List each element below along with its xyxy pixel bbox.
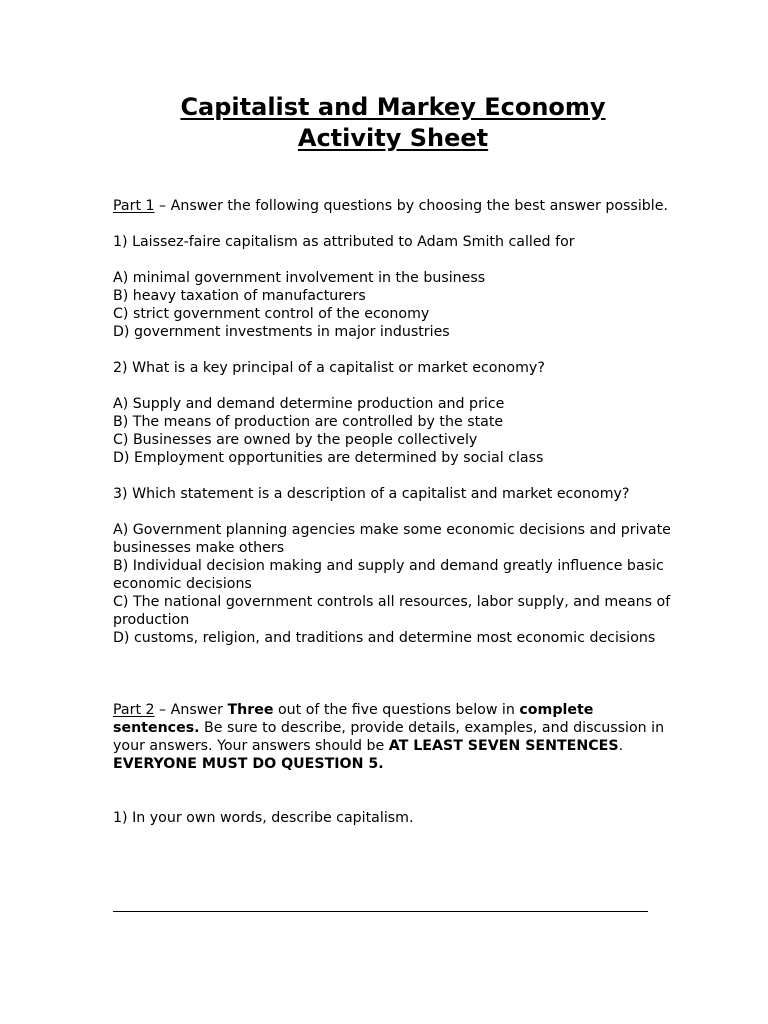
answer-line[interactable] xyxy=(113,911,648,912)
part2-bold-1: Three xyxy=(227,702,274,718)
answer-option-d: D) Employment opportunities are determined by social class xyxy=(113,450,544,466)
question-text: 3) Which statement is a description of a capitalist and market economy? xyxy=(113,486,630,502)
answer-option-d: D) government investments in major industries xyxy=(113,324,450,340)
part2-text-4: . xyxy=(618,738,624,754)
part2-heading: Part 2 xyxy=(113,702,155,718)
part1-question-3 xyxy=(113,485,673,647)
title-line-2: Activity Sheet xyxy=(297,124,489,152)
answer-option-c: C) Businesses are owned by the people collectively xyxy=(113,432,478,448)
part2-text-2: out of the five questions below in xyxy=(273,702,520,718)
answer-option-c: C) The national government controls all resources, labor supply, and means of production xyxy=(113,594,671,628)
part2-instructions xyxy=(113,701,673,773)
part1-question-2 xyxy=(113,359,673,467)
answer-option-a: A) Government planning agencies make some economic decisions and private businesses make others xyxy=(113,522,671,556)
answer-option-c: C) strict government control of the economy xyxy=(113,306,430,322)
part2-bold-2: complete sentences. xyxy=(113,702,594,736)
part2-bold-4: EVERYONE MUST DO QUESTION 5. xyxy=(113,756,384,772)
part2-bold-3: AT LEAST SEVEN SENTENCES xyxy=(388,738,619,754)
answer-option-b: B) Individual decision making and supply and demand greatly influence basic economic decisions xyxy=(113,558,664,592)
answer-option-a: A) minimal government involvement in the business xyxy=(113,270,486,286)
answer-option-b: B) The means of production are controlled by the state xyxy=(113,414,504,430)
part1-heading: Part 1 xyxy=(113,198,155,214)
part2-question-1: 1) In your own words, describe capitalism. xyxy=(113,810,414,826)
worksheet-page xyxy=(113,92,673,827)
part1-intro xyxy=(113,197,673,215)
answer-option-b: B) heavy taxation of manufacturers xyxy=(113,288,366,304)
title-line-1: Capitalist and Markey Economy xyxy=(180,93,606,121)
part2-text-1: – Answer xyxy=(154,702,228,718)
answer-option-a: A) Supply and demand determine production and price xyxy=(113,396,505,412)
answer-option-d: D) customs, religion, and traditions and determine most economic decisions xyxy=(113,630,656,646)
part2-text-3: Be sure to describe, provide details, examples, and discussion in your answers. Your answers should be xyxy=(113,720,665,754)
worksheet-title xyxy=(113,92,673,154)
part1-instructions: – Answer the following questions by choosing the best answer possible. xyxy=(154,198,668,214)
question-text: 2) What is a key principal of a capitalist or market economy? xyxy=(113,360,545,376)
part1-question-1 xyxy=(113,233,673,341)
question-text: 1) Laissez-faire capitalism as attributed to Adam Smith called for xyxy=(113,234,575,250)
